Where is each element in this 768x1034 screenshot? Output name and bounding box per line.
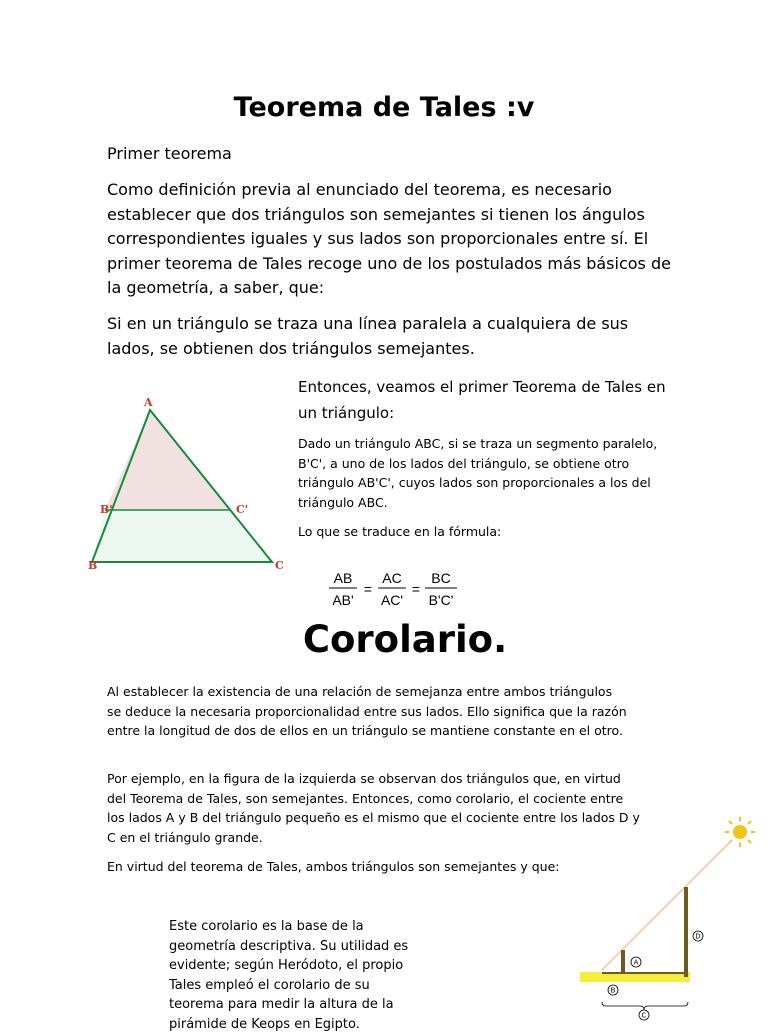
small-triangle [105,410,230,510]
formula-num-3: BC [431,570,451,586]
dado-paragraph: Dado un triángulo ABC, si se traza un segmento paralelo, B'C', a uno de los lados del triángulo, se obtiene otro triángulo AB'C', cuyos lados son proporcionales a los del triángulo ABC. [298,436,658,510]
proportion-formula [322,566,472,612]
formula-num-2: AC [382,570,402,586]
label-b: B [88,559,98,572]
page-title: Teorema de Tales :v [233,92,535,123]
formula-den-3: B'C' [428,592,454,608]
label-shadow-a: A [633,958,639,967]
corolario-paragraph-1: Al establecer la existencia de una relación de semejanza entre ambos triángulos se deduce la necesaria proporcionalidad entre sus lados. Ello significa que la razón entre la longitud de dos de ellos en un triángulo se mantiene constante en el otro. [107,684,627,738]
label-c-prime: C' [236,503,249,516]
intro-paragraph: Como definición previa al enunciado del teorema, es necesario establecer que dos triángulos son semejantes si tienen los ángulos correspondientes iguales y sus lados son proporcionales entre sí. El primer teorema de Tales recoge uno de los postulados más básicos de la geometría, a saber, que: [107,180,671,297]
label-shadow-c: C [641,1011,647,1020]
label-b-prime: B' [100,503,113,516]
short-pole [621,950,625,974]
label-shadow-d: D [695,932,701,941]
section-heading: Entonces, veamos el primer Teorema de Tales en un triángulo: [298,378,666,422]
formula-den-2: AC' [380,592,404,608]
label-c: C [275,559,284,572]
subtitle: Primer teorema [107,144,232,163]
formula-den-1: AB' [332,592,354,608]
shadow-measurement-figure [570,812,768,1024]
trapezoid-region [92,510,272,562]
formula-eq-1: = [363,581,373,597]
brace-c [602,1002,688,1010]
thales-triangle-figure [80,388,290,578]
formula-intro: Lo que se traduce en la fórmula: [298,524,502,539]
corolario-paragraph-2: Por ejemplo, en la figura de la izquierda se observan dos triángulos que, en virtud del Teorema de Tales, son semejantes. Entonces, como corolario, el cociente entre los lados A y B del triángulo pequeño es el mismo que el cociente entre los lados D y C en el triángulo grande. [107,771,640,845]
formula-eq-2: = [411,581,421,597]
corolario-heading: Corolario. [302,618,508,661]
formula-num-1: AB [333,570,353,586]
corolario-paragraph-4: Este corolario es la base de la geometría descriptiva. Su utilidad es evidente; según Heródoto, el propio Tales empleó el corolario de su teorema para medir la altura de la pirámide de Keops en Egipto. [169,919,409,1032]
label-shadow-b: B [610,986,616,995]
corolario-paragraph-3: En virtud del teorema de Tales, ambos triángulos son semejantes y que: [107,859,560,874]
tall-pole [684,887,688,977]
theorem-statement: Si en un triángulo se traza una línea paralela a cualquiera de sus lados, se obtienen dos triángulos semejantes. [107,314,629,358]
label-a: A [144,396,153,409]
